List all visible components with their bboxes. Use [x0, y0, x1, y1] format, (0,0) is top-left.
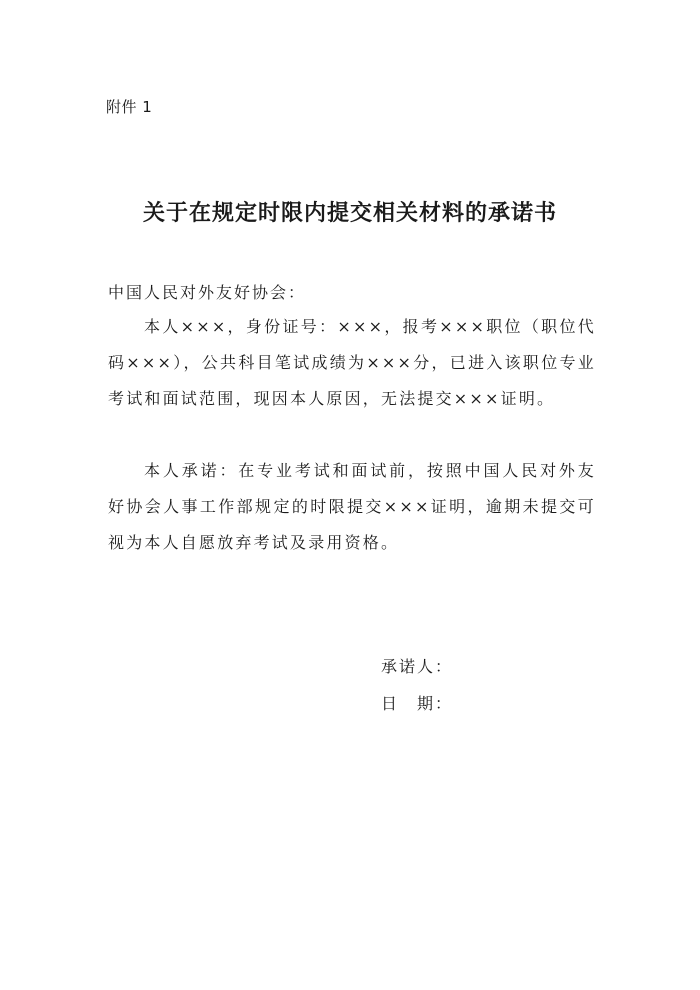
date-label: 日 期： — [381, 694, 454, 713]
document-title: 关于在规定时限内提交相关材料的承诺书 — [142, 201, 557, 226]
signer-label: 承诺人： — [381, 657, 454, 676]
attachment-label: 附件 1 — [106, 98, 153, 116]
salutation: 中国人民对外友好协会： — [108, 283, 307, 302]
body-paragraph-2: 本人承诺：在专业考试和面试前，按照中国人民对外友好协会人事工作部规定的时限提交×××证明，逾期未提交可视为本人自愿放弃考试及录用资格。 — [108, 461, 596, 552]
body-paragraph-1: 本人×××，身份证号：×××，报考×××职位（职位代码×××），公共科目笔试成绩为×××分，已进入该职位专业考试和面试范围，现因本人原因，无法提交×××证明。 — [108, 317, 596, 408]
